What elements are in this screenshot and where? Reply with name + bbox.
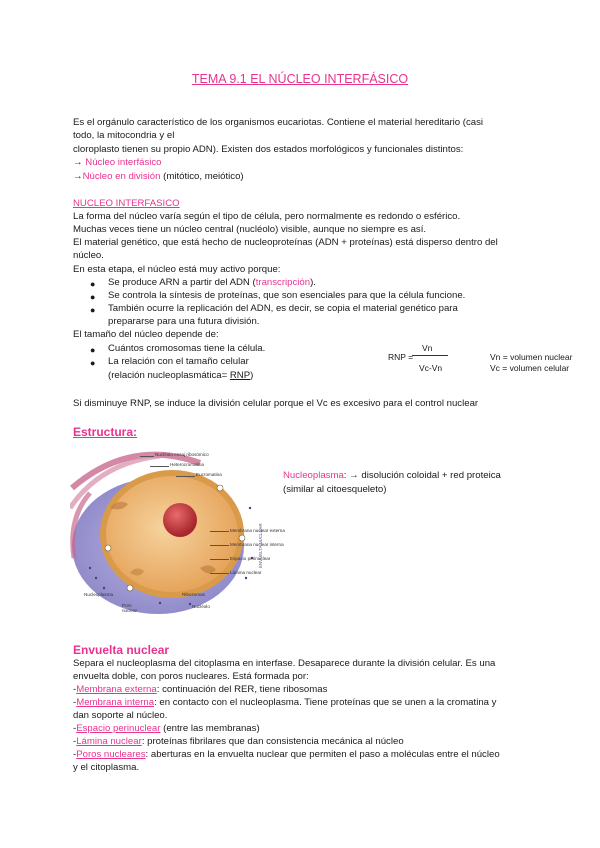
envuelta-item-membrana-interna-2: dan soporte al núcleo.	[73, 710, 168, 721]
dash: -	[73, 736, 77, 747]
section1-line-7: Si disminuye RNP, se induce la división celular porque el Vc es excesivo para el control nuclear	[73, 398, 479, 409]
fraction-line	[412, 355, 448, 356]
arrow-icon: →	[73, 171, 83, 182]
label-eucromatina: Eucromatina	[196, 472, 222, 477]
label-heterocromatina: Heterocromatina	[170, 462, 204, 467]
envuelta-line-2: envuelta doble, con poros nucleares. Está formada por:	[73, 671, 309, 682]
bullet-icon: ●	[90, 305, 96, 315]
membrana-interna-text: : en contacto con el nucleoplasma. Tiene proteínas que se unen a la cromatina y	[154, 697, 497, 708]
label-line	[210, 531, 229, 532]
envuelta-line-1: Separa el nucleoplasma del citoplasma en interfase. Desaparece durante la división celular. Es una	[73, 658, 496, 669]
section1-size-3	[108, 370, 253, 383]
envuelta-item-poros-nucleares-2: y el citoplasma.	[73, 762, 140, 773]
section1-line-1: La forma del núcleo varía según el tipo de célula, pero normalmente es redondo o esférico.	[73, 211, 461, 222]
estructura-heading: Estructura:	[73, 425, 138, 439]
label-membrana-interna: Membrana nuclear interna	[230, 542, 284, 547]
nuclear-pore	[217, 485, 223, 491]
intro-item-division-note: (mitótico, meiótico)	[160, 171, 244, 182]
lamina-nuclear-link[interactable]: Lámina nuclear	[76, 736, 142, 747]
nucleoplasma-text: : → disolución coloidal + red proteica	[343, 470, 501, 481]
envuelta-item-membrana-interna	[73, 697, 528, 710]
section1-bullet-2: Se controla la síntesis de proteínas, que son esenciales para que la célula funcione.	[108, 290, 466, 301]
dash: -	[73, 684, 77, 695]
poros-nucleares-link[interactable]: Poros nucleares	[76, 749, 146, 760]
section1-line-2: Muchas veces tiene un núcleo central (nucléolo) visible, aunque no siempre es así.	[73, 224, 427, 235]
label-espacio-perinuclear: Espacio perinuclear	[230, 556, 271, 561]
bullet-1-end: ).	[310, 277, 316, 288]
label-nucleoplasma: Nucleoplasma	[84, 592, 114, 597]
dash: -	[73, 749, 77, 760]
label-envuelta-nuclear: ENVUELTA NUCLEAR	[258, 523, 263, 568]
envuelta-heading: Envuelta nuclear	[73, 643, 170, 657]
arrow-icon: →	[73, 157, 86, 168]
espacio-perinuclear-link[interactable]: Espacio perinuclear	[76, 723, 161, 734]
label-line	[210, 573, 229, 574]
rnp-formula-lhs: RNP =	[388, 352, 414, 362]
dash: -	[73, 697, 77, 708]
section1-line-5: En esta etapa, el núcleo está muy activo porque:	[73, 264, 281, 275]
label-line	[210, 559, 229, 560]
intro-item-division	[73, 171, 244, 184]
section1-size-1: Cuántos cromosomas tiene la célula.	[108, 343, 266, 354]
section1-size-2: La relación con el tamaño celular	[108, 356, 249, 367]
label-line	[140, 456, 154, 457]
rnp-def-vn: Vn = volumen nuclear	[490, 352, 573, 362]
label-poro-nuclear: Poro nuclear	[122, 603, 138, 613]
envuelta-item-lamina-nuclear	[73, 736, 404, 749]
page-title: TEMA 9.1 EL NÚCLEO INTERFÁSICO	[191, 72, 409, 86]
intro-line-3: cloroplasto tienen su propio ADN). Existen dos estados morfológicos y funcionales distintos:	[73, 144, 464, 155]
section1-bullet-1	[108, 277, 316, 290]
nucleoplasma-label: Nucleoplasma	[283, 470, 344, 481]
rnp-end: )	[250, 370, 254, 381]
intro-line-1: Es el orgánulo característico de los organismos eucariotas. Contiene el material hereditario (casi	[73, 117, 484, 128]
bullet-icon: ●	[90, 292, 96, 302]
label-nucleolo: Nucléolo ensaj ribosómico	[155, 452, 209, 457]
membrana-externa-link[interactable]: Membrana externa	[76, 684, 157, 695]
bullet-icon: ●	[90, 358, 96, 368]
nucleolus	[163, 503, 197, 537]
label-line	[150, 466, 169, 467]
rnp-formula-numerator: Vn	[422, 343, 433, 353]
bullet-1-text: Se produce ARN a partir del ADN (	[108, 277, 256, 288]
bullet-icon: ●	[90, 345, 96, 355]
espacio-perinuclear-text: (entre las membranas)	[160, 723, 260, 734]
intro-line-2: todo, la mitocondria y el	[73, 130, 175, 141]
label-nucleolo-bottom: Nucléolo	[192, 604, 210, 609]
nuclear-pore	[239, 535, 245, 541]
section1-line-4: núcleo.	[73, 250, 104, 261]
intro-item-division-label: Núcleo en división	[82, 171, 161, 182]
section1-line-6: El tamaño del núcleo depende de:	[73, 329, 219, 340]
lamina-nuclear-text: : proteínas fibrilares que dan consistencia mecánica al núcleo	[141, 736, 404, 747]
nucleoplasma-line-2: (similar al citoesqueleto)	[283, 484, 387, 495]
section-heading-nucleo-interfasico: NUCLEO INTERFASICO	[73, 198, 180, 209]
nucleoplasma-line-1	[283, 470, 501, 483]
section1-bullet-3b: prepararse para una futura división.	[108, 316, 260, 327]
bullet-icon: ●	[90, 279, 96, 289]
dash: -	[73, 723, 77, 734]
section1-line-3: El material genético, que está hecho de nucleoproteínas (ADN + proteínas) está disperso dentro del	[73, 237, 498, 248]
nuclear-pore	[105, 545, 111, 551]
envuelta-item-espacio-perinuclear	[73, 723, 260, 736]
membrana-interna-link[interactable]: Membrana interna	[76, 697, 155, 708]
label-ribosomas: Ribosomas	[182, 592, 205, 597]
label-line	[176, 476, 195, 477]
rnp-link[interactable]: RNP	[229, 370, 251, 381]
rnp-text: (relación nucleoplasmática=	[108, 370, 230, 381]
poros-nucleares-text: : aberturas en la envuelta nuclear que permiten el paso a moléculas entre el núcleo	[145, 749, 500, 760]
intro-item-interfasico-label: Núcleo interfásico	[85, 157, 162, 168]
transcripcion-link[interactable]: transcripción	[255, 277, 311, 288]
label-lamina-nuclear: Lámina nuclear	[230, 570, 262, 575]
rnp-def-vc: Vc = volumen celular	[490, 363, 570, 373]
section1-bullet-3a: También ocurre la replicación del ADN, es decir, se copia el material genético para	[108, 303, 458, 314]
label-line	[210, 545, 229, 546]
label-membrana-externa: Membrana nuclear externa	[230, 528, 285, 533]
envuelta-item-membrana-externa	[73, 684, 327, 697]
rnp-formula-denominator: Vc-Vn	[419, 363, 443, 373]
intro-item-interfasico	[73, 157, 162, 170]
envuelta-item-poros-nucleares	[73, 749, 500, 762]
nuclear-pore	[127, 585, 133, 591]
membrana-externa-text: : continuación del RER, tiene ribosomas	[156, 684, 328, 695]
